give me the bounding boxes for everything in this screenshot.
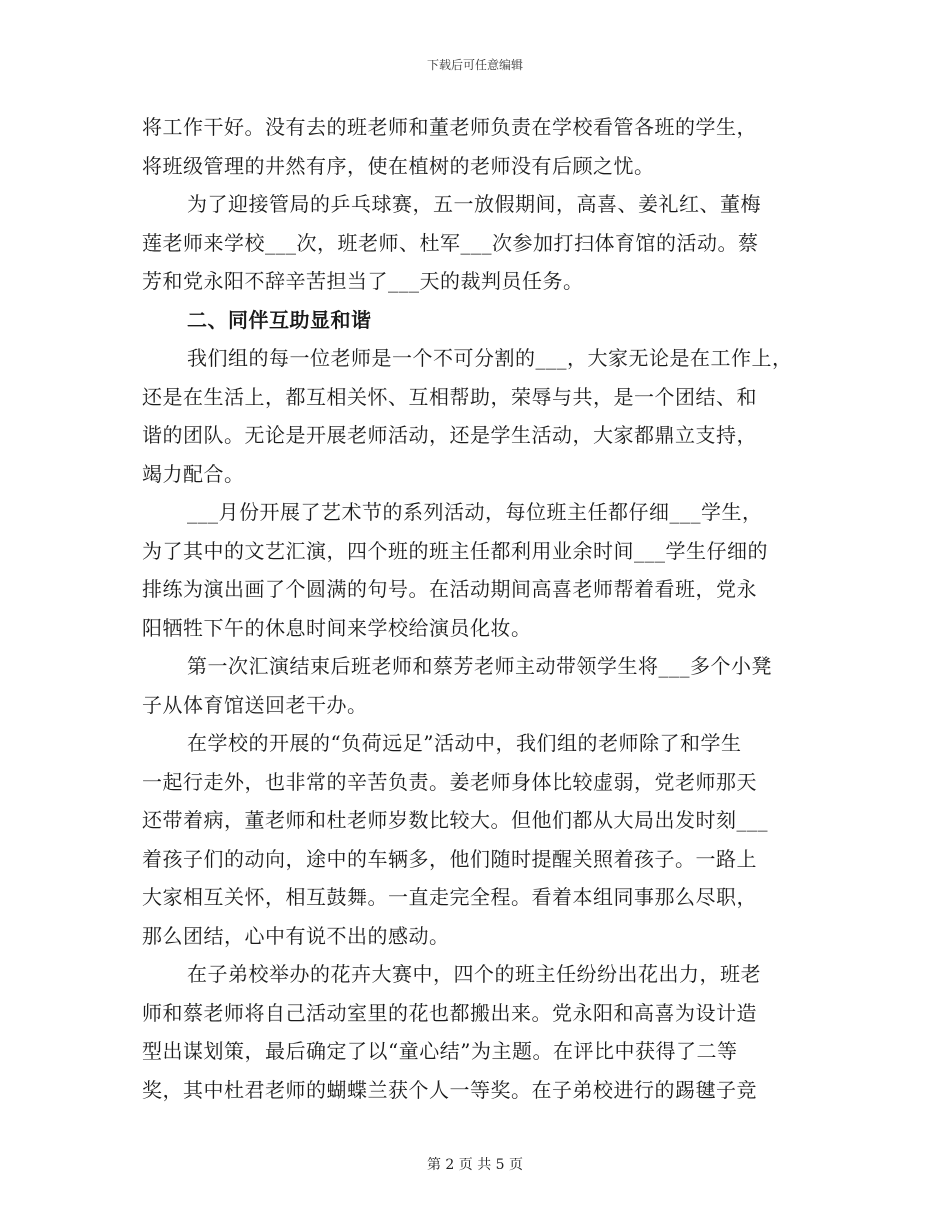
text-line: 奖，其中杜君老师的蝴蝶兰获个人一等奖。在子弟校进行的踢毽子竞 xyxy=(142,1077,757,1102)
text-line: 师和蔡老师将自己活动室里的花也都搬出来。党永阳和高喜为设计造 xyxy=(142,1000,757,1025)
text-line: 莲老师来学校___次，班老师、杜军___次参加打扫体育馆的活动。蔡 xyxy=(142,230,759,255)
document-body xyxy=(142,108,808,1109)
text-line: 为了其中的文艺汇演，四个班的班主任都利用业余时间___学生仔细的 xyxy=(142,538,768,563)
section-heading: 二、同伴互助显和谐 xyxy=(187,307,372,332)
text-line: 还带着病，董老师和杜老师岁数比较大。但他们都从大局出发时刻___ xyxy=(142,808,768,832)
page-header: 下载后可任意编辑 xyxy=(426,58,523,72)
text-line: 阳牺牲下午的休息时间来学校给演员化妆。 xyxy=(142,615,532,640)
text-line: 着孩子们的动向，途中的车辆多，他们随时提醒关照着孩子。一路上 xyxy=(142,846,757,871)
text-line: 在学校的开展的“负荷远足”活动中，我们组的老师除了和学生 xyxy=(187,731,742,755)
text-line: 大家相互关怀，相互鼓舞。一直走完全程。看着本组同事那么尽职， xyxy=(142,885,757,909)
text-line: 一起行走外，也非常的辛苦负责。姜老师身体比较虚弱，党老师那天 xyxy=(142,769,757,794)
text-line: ___月份开展了艺术节的系列活动，每位班主任都仔细___学生， xyxy=(187,500,763,524)
text-line: 排练为演出画了个圆满的句号。在活动期间高喜老师帮着看班，党永 xyxy=(142,577,757,601)
text-line: 将工作干好。没有去的班老师和董老师负责在学校看管各班的学生， xyxy=(142,115,757,139)
text-line: 芳和党永阳不辞辛苦担当了___天的裁判员任务。 xyxy=(142,269,584,293)
text-line: 将班级管理的井然有序，使在植树的老师没有后顾之忧。 xyxy=(142,153,655,178)
text-line: 在子弟校举办的花卉大赛中，四个的班主任纷纷出花出力，班老 xyxy=(187,962,761,986)
text-line: 竭力配合。 xyxy=(142,461,245,486)
text-line: 我们组的每一位老师是一个不可分割的___，大家无论是在工作上， xyxy=(187,346,793,370)
text-line: 那么团结，心中有说不出的感动。 xyxy=(142,923,450,948)
text-line: 为了迎接管局的乒乓球赛，五一放假期间，高喜、姜礼红、董梅 xyxy=(187,192,761,216)
text-line: 谐的团队。无论是开展老师活动，还是学生活动，大家都鼎立支持， xyxy=(142,423,757,447)
text-line: 型出谋划策，最后确定了以“童心结”为主题。在评比中获得了二等 xyxy=(142,1039,738,1063)
page-footer: 第 2 页 共 5 页 xyxy=(426,1157,524,1173)
text-line: 还是在生活上，都互相关怀、互相帮助，荣辱与共，是一个团结、和 xyxy=(142,384,757,409)
text-line: 第一次汇演结束后班老师和蔡芳老师主动带领学生将___多个小凳 xyxy=(187,654,772,678)
text-line: 子从体育馆送回老干办。 xyxy=(142,692,368,717)
